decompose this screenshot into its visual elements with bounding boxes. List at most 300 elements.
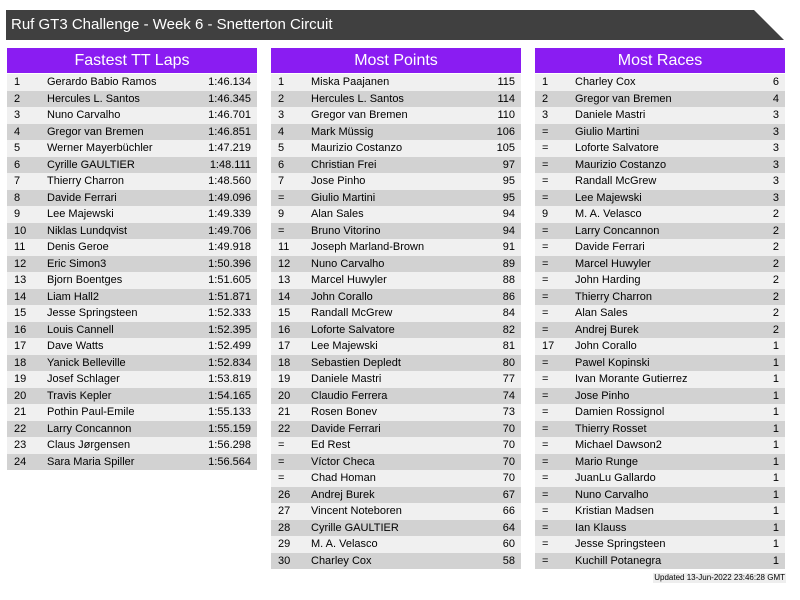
value-cell: 1:53.819 — [197, 371, 257, 388]
value-cell: 94 — [461, 223, 521, 240]
table-row — [535, 404, 785, 421]
position-cell: = — [535, 322, 575, 339]
driver-name-cell: Andrej Burek — [311, 487, 461, 504]
driver-name-cell: Giulio Martini — [575, 124, 725, 141]
position-cell: = — [535, 124, 575, 141]
table-row — [7, 388, 257, 405]
value-cell: 1 — [725, 503, 785, 520]
value-cell: 1:52.395 — [197, 322, 257, 339]
driver-name-cell: John Corallo — [575, 338, 725, 355]
table-row — [535, 454, 785, 471]
table-row — [271, 140, 521, 157]
table-row — [535, 371, 785, 388]
value-cell: 1:52.333 — [197, 305, 257, 322]
value-cell: 106 — [461, 124, 521, 141]
table-row — [271, 487, 521, 504]
table-row — [7, 256, 257, 273]
value-cell: 4 — [725, 91, 785, 108]
value-cell: 1:46.851 — [197, 124, 257, 141]
position-cell: 12 — [271, 256, 311, 273]
value-cell: 1:46.345 — [197, 91, 257, 108]
position-cell: 11 — [271, 239, 311, 256]
table-row — [271, 355, 521, 372]
table-row — [535, 536, 785, 553]
position-cell: 16 — [271, 322, 311, 339]
driver-name-cell: Josef Schlager — [47, 371, 197, 388]
driver-name-cell: Kuchill Potanegra — [575, 553, 725, 570]
driver-name-cell: Larry Concannon — [47, 421, 197, 438]
value-cell: 115 — [461, 74, 521, 91]
value-cell: 95 — [461, 173, 521, 190]
driver-name-cell: Nuno Carvalho — [47, 107, 197, 124]
driver-name-cell: Daniele Mastri — [311, 371, 461, 388]
driver-name-cell: Thierry Charron — [47, 173, 197, 190]
table-row — [271, 437, 521, 454]
table-row — [271, 388, 521, 405]
value-cell: 1 — [725, 454, 785, 471]
table-row — [271, 223, 521, 240]
driver-name-cell: Ian Klauss — [575, 520, 725, 537]
driver-name-cell: Niklas Lundqvist — [47, 223, 197, 240]
value-cell: 58 — [461, 553, 521, 570]
value-cell: 1:49.339 — [197, 206, 257, 223]
position-cell: 18 — [271, 355, 311, 372]
position-cell: = — [535, 272, 575, 289]
position-cell: 22 — [7, 421, 47, 438]
position-cell: 9 — [271, 206, 311, 223]
table-row — [535, 256, 785, 273]
value-cell: 1:47.219 — [197, 140, 257, 157]
driver-name-cell: Chad Homan — [311, 470, 461, 487]
driver-name-cell: Alan Sales — [311, 206, 461, 223]
driver-name-cell: M. A. Velasco — [575, 206, 725, 223]
driver-name-cell: Ed Rest — [311, 437, 461, 454]
most-points-header: Most Points — [271, 48, 521, 73]
value-cell: 3 — [725, 173, 785, 190]
value-cell: 81 — [461, 338, 521, 355]
value-cell: 1 — [725, 421, 785, 438]
value-cell: 70 — [461, 437, 521, 454]
value-cell: 105 — [461, 140, 521, 157]
table-row — [271, 322, 521, 339]
value-cell: 1 — [725, 404, 785, 421]
driver-name-cell: Loforte Salvatore — [311, 322, 461, 339]
value-cell: 89 — [461, 256, 521, 273]
most-races-panel — [535, 48, 785, 569]
value-cell: 70 — [461, 454, 521, 471]
value-cell: 1:52.499 — [197, 338, 257, 355]
value-cell: 2 — [725, 272, 785, 289]
position-cell: 17 — [7, 338, 47, 355]
value-cell: 77 — [461, 371, 521, 388]
driver-name-cell: Marcel Huwyler — [575, 256, 725, 273]
driver-name-cell: Nuno Carvalho — [311, 256, 461, 273]
value-cell: 67 — [461, 487, 521, 504]
value-cell: 1 — [725, 553, 785, 570]
table-row — [535, 173, 785, 190]
driver-name-cell: Werner Mayerbüchler — [47, 140, 197, 157]
table-row — [7, 107, 257, 124]
position-cell: 5 — [271, 140, 311, 157]
position-cell: = — [535, 454, 575, 471]
position-cell: = — [535, 388, 575, 405]
driver-name-cell: Bjorn Boentges — [47, 272, 197, 289]
value-cell: 1:46.134 — [197, 74, 257, 91]
table-row — [271, 305, 521, 322]
driver-name-cell: JuanLu Gallardo — [575, 470, 725, 487]
position-cell: = — [535, 404, 575, 421]
value-cell: 1 — [725, 536, 785, 553]
position-cell: 15 — [7, 305, 47, 322]
driver-name-cell: Lee Majewski — [47, 206, 197, 223]
driver-name-cell: Jose Pinho — [575, 388, 725, 405]
table-row — [7, 454, 257, 471]
value-cell: 3 — [725, 157, 785, 174]
driver-name-cell: Cyrille GAULTIER — [311, 520, 461, 537]
table-row — [535, 322, 785, 339]
driver-name-cell: Cyrille GAULTIER — [47, 157, 197, 174]
position-cell: 2 — [271, 91, 311, 108]
value-cell: 114 — [461, 91, 521, 108]
fastest-tt-laps-header: Fastest TT Laps — [7, 48, 257, 73]
table-row — [7, 338, 257, 355]
position-cell: 1 — [7, 74, 47, 91]
driver-name-cell: Maurizio Costanzo — [575, 157, 725, 174]
fastest-tt-laps-table — [7, 74, 257, 470]
table-row — [7, 157, 257, 174]
table-row — [535, 239, 785, 256]
position-cell: = — [535, 173, 575, 190]
driver-name-cell: Davide Ferrari — [47, 190, 197, 207]
value-cell: 66 — [461, 503, 521, 520]
position-cell: = — [535, 289, 575, 306]
fastest-tt-laps-panel — [7, 48, 257, 470]
most-points-table — [271, 74, 521, 569]
value-cell: 64 — [461, 520, 521, 537]
table-row — [7, 140, 257, 157]
driver-name-cell: Damien Rossignol — [575, 404, 725, 421]
table-row — [271, 91, 521, 108]
driver-name-cell: Loforte Salvatore — [575, 140, 725, 157]
value-cell: 94 — [461, 206, 521, 223]
position-cell: = — [535, 223, 575, 240]
position-cell: 24 — [7, 454, 47, 471]
value-cell: 1:56.298 — [197, 437, 257, 454]
position-cell: = — [535, 305, 575, 322]
value-cell: 3 — [725, 107, 785, 124]
value-cell: 1 — [725, 371, 785, 388]
driver-name-cell: Jesse Springsteen — [47, 305, 197, 322]
driver-name-cell: Thierry Rosset — [575, 421, 725, 438]
driver-name-cell: Yanick Belleville — [47, 355, 197, 372]
value-cell: 1 — [725, 338, 785, 355]
position-cell: = — [271, 223, 311, 240]
position-cell: 13 — [271, 272, 311, 289]
position-cell: 23 — [7, 437, 47, 454]
position-cell: 3 — [271, 107, 311, 124]
position-cell: 5 — [7, 140, 47, 157]
value-cell: 1:52.834 — [197, 355, 257, 372]
value-cell: 1:55.133 — [197, 404, 257, 421]
value-cell: 86 — [461, 289, 521, 306]
position-cell: = — [535, 503, 575, 520]
table-row — [7, 289, 257, 306]
driver-name-cell: Larry Concannon — [575, 223, 725, 240]
driver-name-cell: Hercules L. Santos — [311, 91, 461, 108]
table-row — [535, 91, 785, 108]
position-cell: 29 — [271, 536, 311, 553]
position-cell: = — [535, 239, 575, 256]
position-cell: 10 — [7, 223, 47, 240]
table-row — [535, 223, 785, 240]
driver-name-cell: John Corallo — [311, 289, 461, 306]
position-cell: 21 — [7, 404, 47, 421]
driver-name-cell: M. A. Velasco — [311, 536, 461, 553]
table-row — [7, 437, 257, 454]
value-cell: 1 — [725, 355, 785, 372]
value-cell: 1:55.159 — [197, 421, 257, 438]
driver-name-cell: Claus Jørgensen — [47, 437, 197, 454]
page-title: Ruf GT3 Challenge - Week 6 - Snetterton Circuit — [11, 16, 333, 33]
driver-name-cell: Kristian Madsen — [575, 503, 725, 520]
value-cell: 70 — [461, 470, 521, 487]
table-row — [7, 74, 257, 91]
updated-timestamp: Updated 13-Jun-2022 23:46:28 GMT — [654, 573, 785, 582]
table-row — [535, 124, 785, 141]
table-row — [7, 223, 257, 240]
value-cell: 97 — [461, 157, 521, 174]
position-cell: 20 — [271, 388, 311, 405]
driver-name-cell: Charley Cox — [311, 553, 461, 570]
driver-name-cell: Bruno Vitorino — [311, 223, 461, 240]
fastest-tt-laps-body — [7, 74, 257, 470]
driver-name-cell: Jesse Springsteen — [575, 536, 725, 553]
driver-name-cell: Pawel Kopinski — [575, 355, 725, 372]
driver-name-cell: Mario Runge — [575, 454, 725, 471]
driver-name-cell: Louis Cannell — [47, 322, 197, 339]
position-cell: = — [535, 355, 575, 372]
value-cell: 1:51.871 — [197, 289, 257, 306]
value-cell: 2 — [725, 223, 785, 240]
position-cell: 30 — [271, 553, 311, 570]
driver-name-cell: Charley Cox — [575, 74, 725, 91]
driver-name-cell: Jose Pinho — [311, 173, 461, 190]
table-row — [271, 256, 521, 273]
value-cell: 2 — [725, 322, 785, 339]
position-cell: 12 — [7, 256, 47, 273]
driver-name-cell: Lee Majewski — [311, 338, 461, 355]
value-cell: 1:48.560 — [197, 173, 257, 190]
position-cell: 19 — [271, 371, 311, 388]
table-row — [271, 190, 521, 207]
table-row — [7, 305, 257, 322]
driver-name-cell: Vincent Noteboren — [311, 503, 461, 520]
value-cell: 80 — [461, 355, 521, 372]
driver-name-cell: Gerardo Babio Ramos — [47, 74, 197, 91]
table-row — [271, 206, 521, 223]
driver-name-cell: Davide Ferrari — [575, 239, 725, 256]
position-cell: 9 — [535, 206, 575, 223]
position-cell: = — [535, 437, 575, 454]
most-points-body — [271, 74, 521, 569]
value-cell: 2 — [725, 239, 785, 256]
value-cell: 1:54.165 — [197, 388, 257, 405]
table-row — [535, 338, 785, 355]
title-banner — [6, 10, 784, 40]
table-row — [271, 371, 521, 388]
table-row — [535, 421, 785, 438]
table-row — [7, 404, 257, 421]
value-cell: 3 — [725, 124, 785, 141]
value-cell: 1:49.918 — [197, 239, 257, 256]
value-cell: 2 — [725, 289, 785, 306]
driver-name-cell: Daniele Mastri — [575, 107, 725, 124]
position-cell: 6 — [271, 157, 311, 174]
table-row — [271, 536, 521, 553]
value-cell: 1:51.605 — [197, 272, 257, 289]
position-cell: = — [271, 190, 311, 207]
table-row — [535, 140, 785, 157]
driver-name-cell: Gregor van Bremen — [47, 124, 197, 141]
value-cell: 6 — [725, 74, 785, 91]
driver-name-cell: Ivan Morante Gutierrez — [575, 371, 725, 388]
driver-name-cell: Rosen Bonev — [311, 404, 461, 421]
driver-name-cell: Liam Hall2 — [47, 289, 197, 306]
table-row — [7, 322, 257, 339]
value-cell: 3 — [725, 140, 785, 157]
table-row — [271, 470, 521, 487]
driver-name-cell: Pothin Paul-Emile — [47, 404, 197, 421]
position-cell: 19 — [7, 371, 47, 388]
driver-name-cell: Maurizio Costanzo — [311, 140, 461, 157]
value-cell: 1:46.701 — [197, 107, 257, 124]
position-cell: 16 — [7, 322, 47, 339]
value-cell: 82 — [461, 322, 521, 339]
table-row — [271, 338, 521, 355]
value-cell: 2 — [725, 256, 785, 273]
position-cell: 2 — [7, 91, 47, 108]
driver-name-cell: Christian Frei — [311, 157, 461, 174]
table-row — [271, 404, 521, 421]
table-row — [7, 371, 257, 388]
most-races-body — [535, 74, 785, 569]
driver-name-cell: Claudio Ferrera — [311, 388, 461, 405]
table-row — [271, 173, 521, 190]
position-cell: = — [271, 470, 311, 487]
table-row — [7, 173, 257, 190]
position-cell: 9 — [7, 206, 47, 223]
value-cell: 1:50.396 — [197, 256, 257, 273]
value-cell: 2 — [725, 305, 785, 322]
position-cell: 4 — [271, 124, 311, 141]
position-cell: 27 — [271, 503, 311, 520]
driver-name-cell: Gregor van Bremen — [575, 91, 725, 108]
driver-name-cell: Alan Sales — [575, 305, 725, 322]
position-cell: = — [535, 470, 575, 487]
driver-name-cell: Denis Geroe — [47, 239, 197, 256]
position-cell: 21 — [271, 404, 311, 421]
table-row — [535, 388, 785, 405]
table-row — [7, 124, 257, 141]
driver-name-cell: Michael Dawson2 — [575, 437, 725, 454]
position-cell: 14 — [7, 289, 47, 306]
position-cell: 4 — [7, 124, 47, 141]
table-row — [535, 553, 785, 570]
position-cell: 17 — [271, 338, 311, 355]
position-cell: = — [535, 536, 575, 553]
driver-name-cell: Dave Watts — [47, 338, 197, 355]
position-cell: = — [535, 553, 575, 570]
table-row — [535, 305, 785, 322]
driver-name-cell: Miska Paajanen — [311, 74, 461, 91]
table-row — [535, 74, 785, 91]
value-cell: 88 — [461, 272, 521, 289]
table-row — [271, 553, 521, 570]
table-row — [535, 437, 785, 454]
table-row — [7, 91, 257, 108]
position-cell: = — [535, 140, 575, 157]
position-cell: 3 — [7, 107, 47, 124]
table-row — [271, 454, 521, 471]
driver-name-cell: Giulio Martini — [311, 190, 461, 207]
driver-name-cell: Lee Majewski — [575, 190, 725, 207]
position-cell: 13 — [7, 272, 47, 289]
driver-name-cell: Sara Maria Spiller — [47, 454, 197, 471]
position-cell: 15 — [271, 305, 311, 322]
table-row — [535, 157, 785, 174]
table-row — [271, 421, 521, 438]
position-cell: 7 — [271, 173, 311, 190]
position-cell: 8 — [7, 190, 47, 207]
position-cell: 20 — [7, 388, 47, 405]
position-cell: 6 — [7, 157, 47, 174]
driver-name-cell: Hercules L. Santos — [47, 91, 197, 108]
driver-name-cell: Randall McGrew — [575, 173, 725, 190]
table-row — [271, 520, 521, 537]
position-cell: = — [271, 454, 311, 471]
position-cell: = — [535, 256, 575, 273]
driver-name-cell: Thierry Charron — [575, 289, 725, 306]
value-cell: 1 — [725, 520, 785, 537]
driver-name-cell: Gregor van Bremen — [311, 107, 461, 124]
most-races-table — [535, 74, 785, 569]
most-points-panel — [271, 48, 521, 569]
table-row — [535, 107, 785, 124]
table-row — [7, 421, 257, 438]
value-cell: 60 — [461, 536, 521, 553]
value-cell: 1:49.706 — [197, 223, 257, 240]
position-cell: = — [535, 371, 575, 388]
table-row — [271, 157, 521, 174]
driver-name-cell: Marcel Huwyler — [311, 272, 461, 289]
table-row — [535, 190, 785, 207]
table-row — [271, 107, 521, 124]
value-cell: 91 — [461, 239, 521, 256]
value-cell: 70 — [461, 421, 521, 438]
table-row — [535, 206, 785, 223]
position-cell: 26 — [271, 487, 311, 504]
table-row — [7, 239, 257, 256]
value-cell: 1:49.096 — [197, 190, 257, 207]
table-row — [7, 272, 257, 289]
position-cell: 14 — [271, 289, 311, 306]
driver-name-cell: Andrej Burek — [575, 322, 725, 339]
driver-name-cell: Víctor Checa — [311, 454, 461, 471]
driver-name-cell: Mark Müssig — [311, 124, 461, 141]
table-row — [535, 520, 785, 537]
driver-name-cell: Randall McGrew — [311, 305, 461, 322]
table-row — [271, 503, 521, 520]
